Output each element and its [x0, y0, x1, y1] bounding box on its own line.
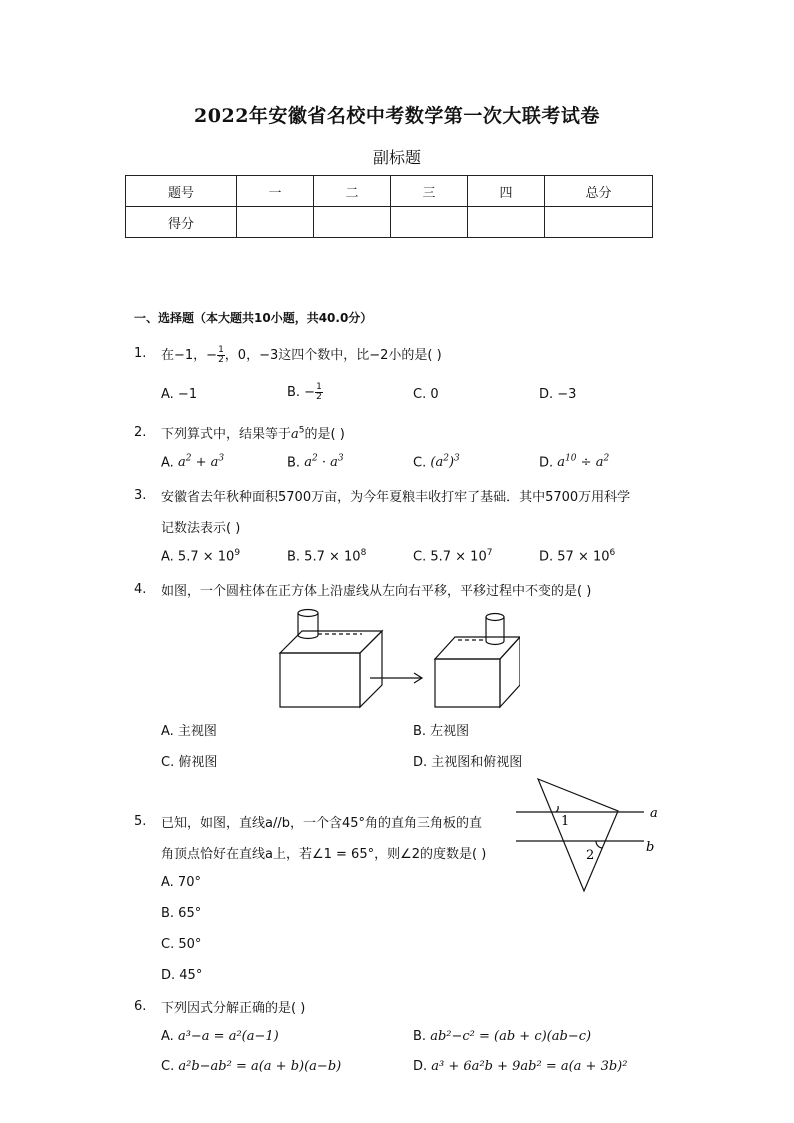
label-b: b — [646, 840, 655, 855]
score-cell — [468, 207, 545, 238]
option-b — [287, 548, 366, 564]
score-header-cell: 二 — [314, 176, 391, 207]
option-d — [539, 454, 609, 470]
score-header-cell: 题号 — [126, 176, 237, 207]
right-triangle — [538, 779, 618, 891]
math-exponent: 6 — [609, 548, 616, 558]
cube-front-face — [435, 659, 500, 707]
option-d: D. −3 — [539, 387, 577, 402]
option-b: B. 65° — [161, 906, 202, 921]
score-cell — [391, 207, 468, 238]
label-a: a — [650, 806, 658, 821]
option-text: D. 57 × 10 — [539, 549, 610, 565]
question-2-stem — [161, 423, 345, 442]
math-expression: a³ + 6a²b + 9ab² = a(a + 3b)² — [431, 1059, 628, 1074]
exam-subtitle: 副标题 — [372, 148, 421, 167]
math-expression: a²b−ab² = a(a + b)(a−b) — [178, 1059, 342, 1074]
fraction-denominator: 2 — [218, 355, 224, 365]
option-c: C. 0 — [413, 387, 439, 402]
question-number: 4. — [134, 582, 147, 597]
score-row-label: 得分 — [126, 207, 237, 238]
option-c: C. 俯视图 — [161, 755, 218, 770]
score-header-cell: 总分 — [545, 176, 653, 207]
q1-text-post: ，0，−3这四个数中，比−2小的是( ) — [224, 348, 442, 363]
question-3-stem-line2: 记数法表示( ) — [161, 521, 241, 536]
math-exponent: 5 — [298, 425, 305, 436]
score-header-cell: 一 — [237, 176, 314, 207]
option-label: B. — [413, 1029, 427, 1044]
q2-text-post: 的是( ) — [304, 427, 345, 442]
option-label: D. — [413, 1059, 428, 1074]
math-expression: $(a^2)^3$ — [430, 454, 460, 471]
cylinder-top — [486, 614, 504, 621]
q2-text-pre: 下列算式中，结果等于 — [161, 427, 292, 442]
option-d: D. 45° — [161, 968, 203, 983]
score-cell — [314, 207, 391, 238]
option-a — [161, 548, 240, 564]
cube-translation-figure — [270, 605, 520, 715]
math-exponent: 9 — [234, 548, 241, 558]
fraction-denominator: 2 — [316, 392, 322, 402]
fraction — [315, 383, 323, 402]
option-text: A. 5.7 × 10 — [161, 549, 235, 565]
option-b: B. 左视图 — [413, 724, 470, 739]
question-6-stem: 下列因式分解正确的是( ) — [161, 1001, 306, 1016]
option-c — [413, 548, 492, 564]
section-heading: 一、选择题（本大题共10小题，共40.0分） — [134, 311, 373, 325]
question-number: 2. — [134, 425, 147, 440]
exam-title: 2022年安徽省名校中考数学第一次大联考试卷 — [194, 105, 600, 127]
option-label: D. — [539, 455, 554, 471]
option-d — [413, 1059, 627, 1074]
cube-top-face — [280, 631, 382, 653]
fraction-numerator: 1 — [316, 382, 322, 392]
option-c — [413, 454, 460, 470]
option-label: A. — [161, 1029, 174, 1044]
math-expression: $a^2 \cdot a^3$ — [304, 454, 344, 471]
math-expression: $a^{10} \div a^2$ — [557, 454, 610, 471]
option-c: C. 50° — [161, 937, 202, 952]
cube-front-face — [280, 653, 360, 707]
question-number: 1. — [134, 346, 147, 361]
option-c — [161, 1059, 341, 1074]
option-label: C. — [413, 455, 427, 471]
option-d — [539, 548, 615, 564]
option-a: A. −1 — [161, 387, 198, 402]
score-cell — [545, 207, 653, 238]
score-cell — [237, 207, 314, 238]
q1-text-pre: 在−1，− — [161, 348, 218, 363]
option-b-label: B. − — [287, 385, 316, 400]
score-table — [125, 175, 653, 238]
math-variable: a — [291, 427, 299, 442]
math-exponent: 8 — [360, 548, 367, 558]
option-label: C. — [161, 1059, 175, 1074]
option-label: A. — [161, 455, 174, 471]
score-table-header-row — [126, 176, 653, 207]
option-d: D. 主视图和俯视图 — [413, 755, 523, 770]
option-b — [287, 383, 323, 402]
question-5-stem-line2: 角顶点恰好在直线a上，若∠1 = 65°，则∠2的度数是( ) — [161, 847, 487, 862]
option-b — [287, 454, 344, 470]
option-text: B. 5.7 × 10 — [287, 549, 361, 565]
cylinder-top — [298, 610, 318, 617]
score-header-cell: 四 — [468, 176, 545, 207]
angle-2-label: 2 — [586, 848, 595, 863]
question-number: 5. — [134, 814, 147, 829]
parallel-lines-triangle-figure — [510, 775, 670, 895]
option-label: B. — [287, 455, 301, 471]
question-4-stem: 如图，一个圆柱体在正方体上沿虚线从左向右平移，平移过程中不变的是( ) — [161, 584, 592, 599]
fraction-numerator: 1 — [218, 345, 224, 355]
option-b — [413, 1029, 591, 1044]
option-a: A. 70° — [161, 875, 201, 890]
question-1-stem — [161, 344, 442, 365]
option-a: A. 主视图 — [161, 724, 217, 739]
question-3-stem-line1: 安徽省去年秋种面积5700万亩，为今年夏粮丰收打牢了基础．其中5700万用科学 — [161, 490, 631, 505]
fraction — [217, 346, 225, 365]
cube-side-face — [360, 631, 382, 707]
math-expression: ab²−c² = (ab + c)(ab−c) — [430, 1029, 592, 1044]
question-5-stem-line1: 已知，如图，直线a//b，一个含45°角的直角三角板的直 — [161, 816, 483, 831]
score-table-score-row — [126, 207, 653, 238]
math-exponent: 7 — [486, 548, 493, 558]
question-number: 3. — [134, 488, 147, 503]
math-expression: a³−a = a²(a−1) — [177, 1029, 279, 1044]
angle-1-label: 1 — [561, 814, 570, 829]
option-a — [161, 454, 224, 470]
option-a — [161, 1029, 279, 1044]
question-number: 6. — [134, 999, 147, 1014]
option-text: C. 5.7 × 10 — [413, 549, 487, 565]
math-expression: $a^2 + a^3$ — [177, 454, 225, 471]
score-header-cell: 三 — [391, 176, 468, 207]
